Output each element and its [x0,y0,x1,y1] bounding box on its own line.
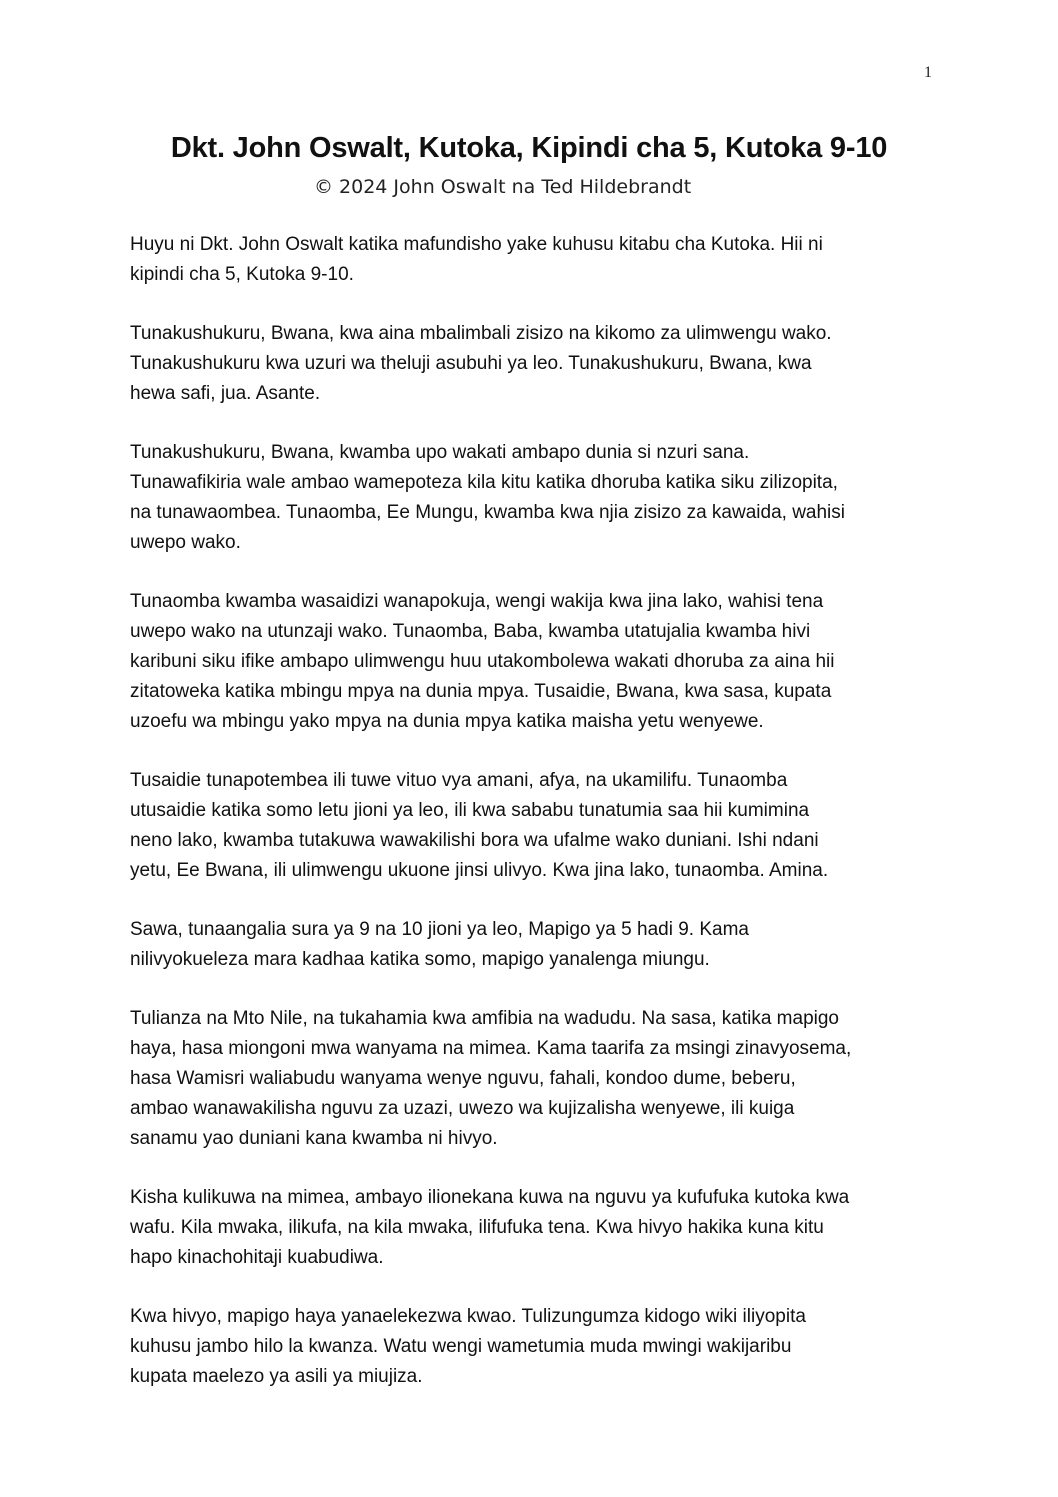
paragraph-line: kupata maelezo ya asili ya miujiza. [130,1366,423,1387]
body-paragraph [130,230,940,290]
paragraph-line: na tunawaombea. Tunaomba, Ee Mungu, kwamba kwa njia zisizo za kawaida, wahisi [130,502,845,523]
paragraph-line: Kisha kulikuwa na mimea, ambayo ilionekana kuwa na nguvu ya kufufuka kutoka kwa [130,1187,850,1208]
document-body [130,230,940,1421]
body-paragraph [130,1183,940,1273]
paragraph-line: Huyu ni Dkt. John Oswalt katika mafundisho yake kuhusu kitabu cha Kutoka. Hii ni [130,234,823,255]
paragraph-line: Tunaomba kwamba wasaidizi wanapokuja, wengi wakija kwa jina lako, wahisi tena [130,591,824,612]
paragraph-line: Tunakushukuru, Bwana, kwamba upo wakati ambapo dunia si nzuri sana. [130,442,750,463]
paragraph-line: Tunakushukuru kwa uzuri wa theluji asubuhi ya leo. Tunakushukuru, Bwana, kwa [130,353,812,374]
paragraph-line: sanamu yao duniani kana kwamba ni hivyo. [130,1128,498,1149]
paragraph-line: zitatoweka katika mbingu mpya na dunia mpya. Tusaidie, Bwana, kwa sasa, kupata [130,681,832,702]
paragraph-line: hasa Wamisri waliabudu wanyama wenye nguvu, fahali, kondoo dume, beberu, [130,1068,796,1089]
body-paragraph [130,319,940,409]
paragraph-line: Tunawafikiria wale ambao wamepoteza kila kitu katika dhoruba katika siku zilizopita, [130,472,838,493]
paragraph-line: hapo kinachohitaji kuabudiwa. [130,1247,384,1268]
paragraph-line: Kwa hivyo, mapigo haya yanaelekezwa kwao. Tulizungumza kidogo wiki iliyopita [130,1306,806,1327]
copyright-line: © 2024 John Oswalt na Ted Hildebrandt [314,176,692,198]
paragraph-line: Tunakushukuru, Bwana, kwa aina mbalimbali zisizo na kikomo za ulimwengu wako. [130,323,832,344]
paragraph-line: hewa safi, jua. Asante. [130,383,321,404]
body-paragraph [130,438,940,558]
body-paragraph [130,915,940,975]
body-paragraph [130,1004,940,1154]
paragraph-line: uzoefu wa mbingu yako mpya na dunia mpya katika maisha yetu wenyewe. [130,711,764,732]
paragraph-line: karibuni siku ifike ambapo ulimwengu huu utakombolewa wakati dhoruba za aina hii [130,651,835,672]
paragraph-line: uwepo wako na utunzaji wako. Tunaomba, Baba, kwamba utatujalia kwamba hivi [130,621,811,642]
paragraph-line: yetu, Ee Bwana, ili ulimwengu ukuone jinsi ulivyo. Kwa jina lako, tunaomba. Amina. [130,860,829,881]
paragraph-line: Tulianza na Mto Nile, na tukahamia kwa amfibia na wadudu. Na sasa, katika mapigo [130,1008,840,1029]
paragraph-line: utusaidie katika somo letu jioni ya leo, ili kwa sababu tunatumia saa hii kumimina [130,800,810,821]
paragraph-line: haya, hasa miongoni mwa wanyama na mimea. Kama taarifa za msingi zinavyosema, [130,1038,852,1059]
paragraph-line: wafu. Kila mwaka, ilikufa, na kila mwaka, ilifufuka tena. Kwa hivyo hakika kuna kitu [130,1217,824,1238]
body-paragraph [130,766,940,886]
paragraph-line: nilivyokueleza mara kadhaa katika somo, mapigo yanalenga miungu. [130,949,710,970]
document-title: Dkt. John Oswalt, Kutoka, Kipindi cha 5, Kutoka 9-10 [170,132,888,164]
page-number: 1 [924,64,932,81]
body-paragraph [130,1302,940,1392]
paragraph-line: Sawa, tunaangalia sura ya 9 na 10 jioni ya leo, Mapigo ya 5 hadi 9. Kama [130,919,749,940]
paragraph-line: kipindi cha 5, Kutoka 9-10. [130,264,354,285]
paragraph-line: ambao wanawakilisha nguvu za uzazi, uwezo wa kujizalisha wenyewe, ili kuiga [130,1098,795,1119]
paragraph-line: Tusaidie tunapotembea ili tuwe vituo vya amani, afya, na ukamilifu. Tunaomba [130,770,788,791]
paragraph-line: uwepo wako. [130,532,241,553]
paragraph-line: neno lako, kwamba tutakuwa wawakilishi bora wa ufalme wako duniani. Ishi ndani [130,830,819,851]
paragraph-line: kuhusu jambo hilo la kwanza. Watu wengi wametumia muda mwingi wakijaribu [130,1336,792,1357]
body-paragraph [130,587,940,737]
